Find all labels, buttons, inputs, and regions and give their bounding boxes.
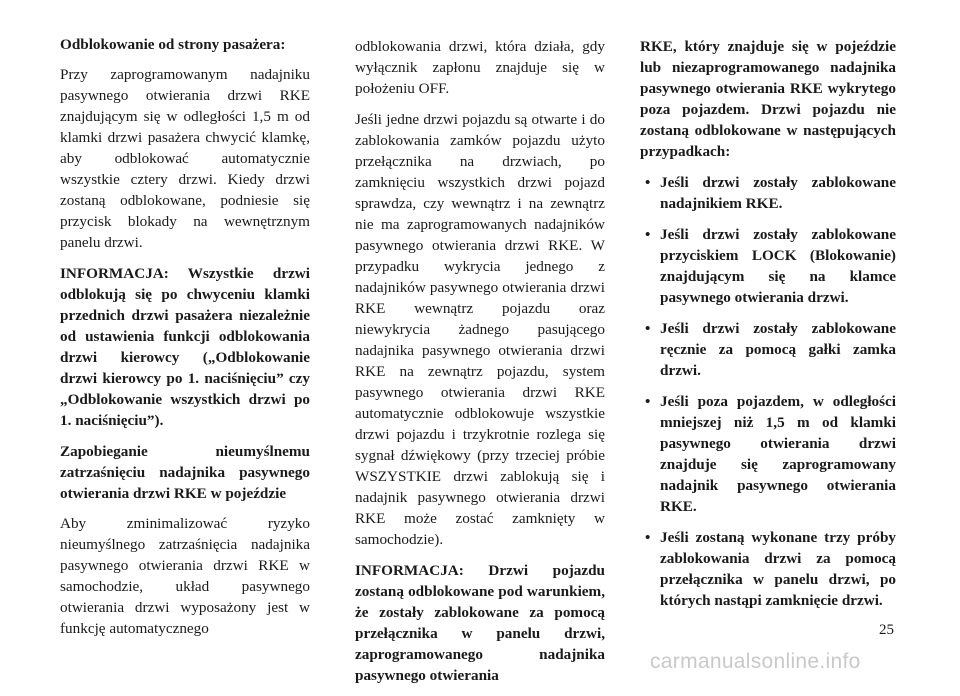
paragraph: Przy zaprogramowanym nadajniku pasywnego otwierania drzwi RKE znajdującym się w odległości 1,5 m od klamki drzwi pasażera chwycić klamkę, aby odblokować automatycznie wszystkie cztery drzwi. Kiedy drzwi zostaną odblokowane, podniesie się przycisk blokady na wewnętrznym panelu drzwi.: [60, 66, 310, 251]
bullet-glyph: •: [645, 393, 651, 410]
conditions-list: [640, 172, 896, 611]
paragraph: odblokowania drzwi, która działa, gdy wyłącznik zapłonu znajduje się w położeniu OFF.: [355, 38, 605, 97]
bullet-glyph: •: [645, 226, 651, 243]
list-item-text: Jeśli drzwi zostały zablokowane nadajnikiem RKE.: [660, 174, 896, 212]
section-heading-lockout-prevention: Zapobieganie nieumyślnemu zatrzaśnięciu nadajnika pasywnego otwierania drzwi RKE w pojeździe: [60, 443, 310, 502]
list-item: [640, 318, 896, 381]
list-item: [640, 172, 896, 214]
list-item: [640, 527, 896, 611]
list-item: [640, 224, 896, 308]
page-number: 25: [879, 622, 894, 638]
bullet-glyph: •: [645, 174, 651, 191]
info-note: INFORMACJA: Wszystkie drzwi odblokują się po chwyceniu klamki przednich drzwi pasażera niezależnie od ustawienia funkcji odblokowania drzwi kierowcy („Odblokowanie drzwi kierowcy po 1. naciśnięciu” czy „Odblokowanie wszystkich drzwi po 1. naciśnięciu”).: [60, 265, 310, 429]
watermark: carmanualsonline.info: [650, 650, 861, 673]
list-item-text: Jeśli drzwi zostały zablokowane ręcznie za pomocą gałki zamka drzwi.: [660, 320, 896, 379]
text-column-1: [60, 34, 310, 649]
bullet-glyph: •: [645, 320, 651, 337]
section-heading-passenger-unlock: Odblokowanie od strony pasażera:: [60, 36, 286, 53]
text-column-3: [640, 36, 896, 621]
info-note: INFORMACJA: Drzwi pojazdu zostaną odblokowane pod warunkiem, że zostały zablokowane za pomocą przełącznika w panelu drzwi, zaprogramowanego nadajnika pasywnego otwierania: [355, 562, 605, 684]
list-item: [640, 391, 896, 517]
list-item-text: Jeśli poza pojazdem, w odległości mniejszej niż 1,5 m od klamki pasywnego otwierania drzwi znajduje się zaprogramowany nadajnik pasywnego otwierania RKE.: [660, 393, 896, 515]
paragraph: RKE, który znajduje się w pojeździe lub niezaprogramowanego nadajnika pasywnego otwierania RKE wykrytego poza pojazdem. Drzwi pojazdu nie zostaną odblokowane w następujących przypadkach:: [640, 38, 896, 160]
list-item-text: Jeśli drzwi zostały zablokowane przyciskiem LOCK (Blokowanie) znajdującym się na klamce pasywnego otwierania drzwi.: [660, 226, 896, 306]
paragraph: Aby zminimalizować ryzyko nieumyślnego zatrzaśnięcia nadajnika pasywnego otwierania drzwi RKE w samochodzie, układ pasywnego otwierania drzwi wyposażony jest w funkcję automatycznego: [60, 515, 310, 637]
text-column-2: [355, 36, 605, 696]
bullet-glyph: •: [645, 529, 651, 546]
list-item-text: Jeśli zostaną wykonane trzy próby zablokowania drzwi za pomocą przełącznika w panelu drzwi, po których nastąpi zamknięcie drzwi.: [660, 529, 896, 609]
paragraph: Jeśli jedne drzwi pojazdu są otwarte i do zablokowania zamków pojazdu użyto przełącznika na drzwiach, po zamknięciu wszystkich drzwi pojazd sprawdza, czy wewnątrz i na zewnątrz nie ma zaprogramowanych nadajników pasywnego otwierania drzwi RKE. W przypadku wykrycia jednego z nadajników pasywnego otwierania drzwi RKE wewnątrz pojazdu oraz niewykrycia żadnego pasującego nadajnika pasywnego otwierania drzwi RKE na zewnątrz pojazdu, system pasywnego otwierania drzwi RKE automatycznie odblokowuje wszystkie drzwi pojazdu i trzykrotnie rozlega się sygnał dźwiękowy (przy trzeciej próbie WSZYSTKIE drzwi zablokują się i nadajnik pasywnego otwierania drzwi RKE może zostać zamknięty w samochodzie).: [355, 111, 605, 548]
